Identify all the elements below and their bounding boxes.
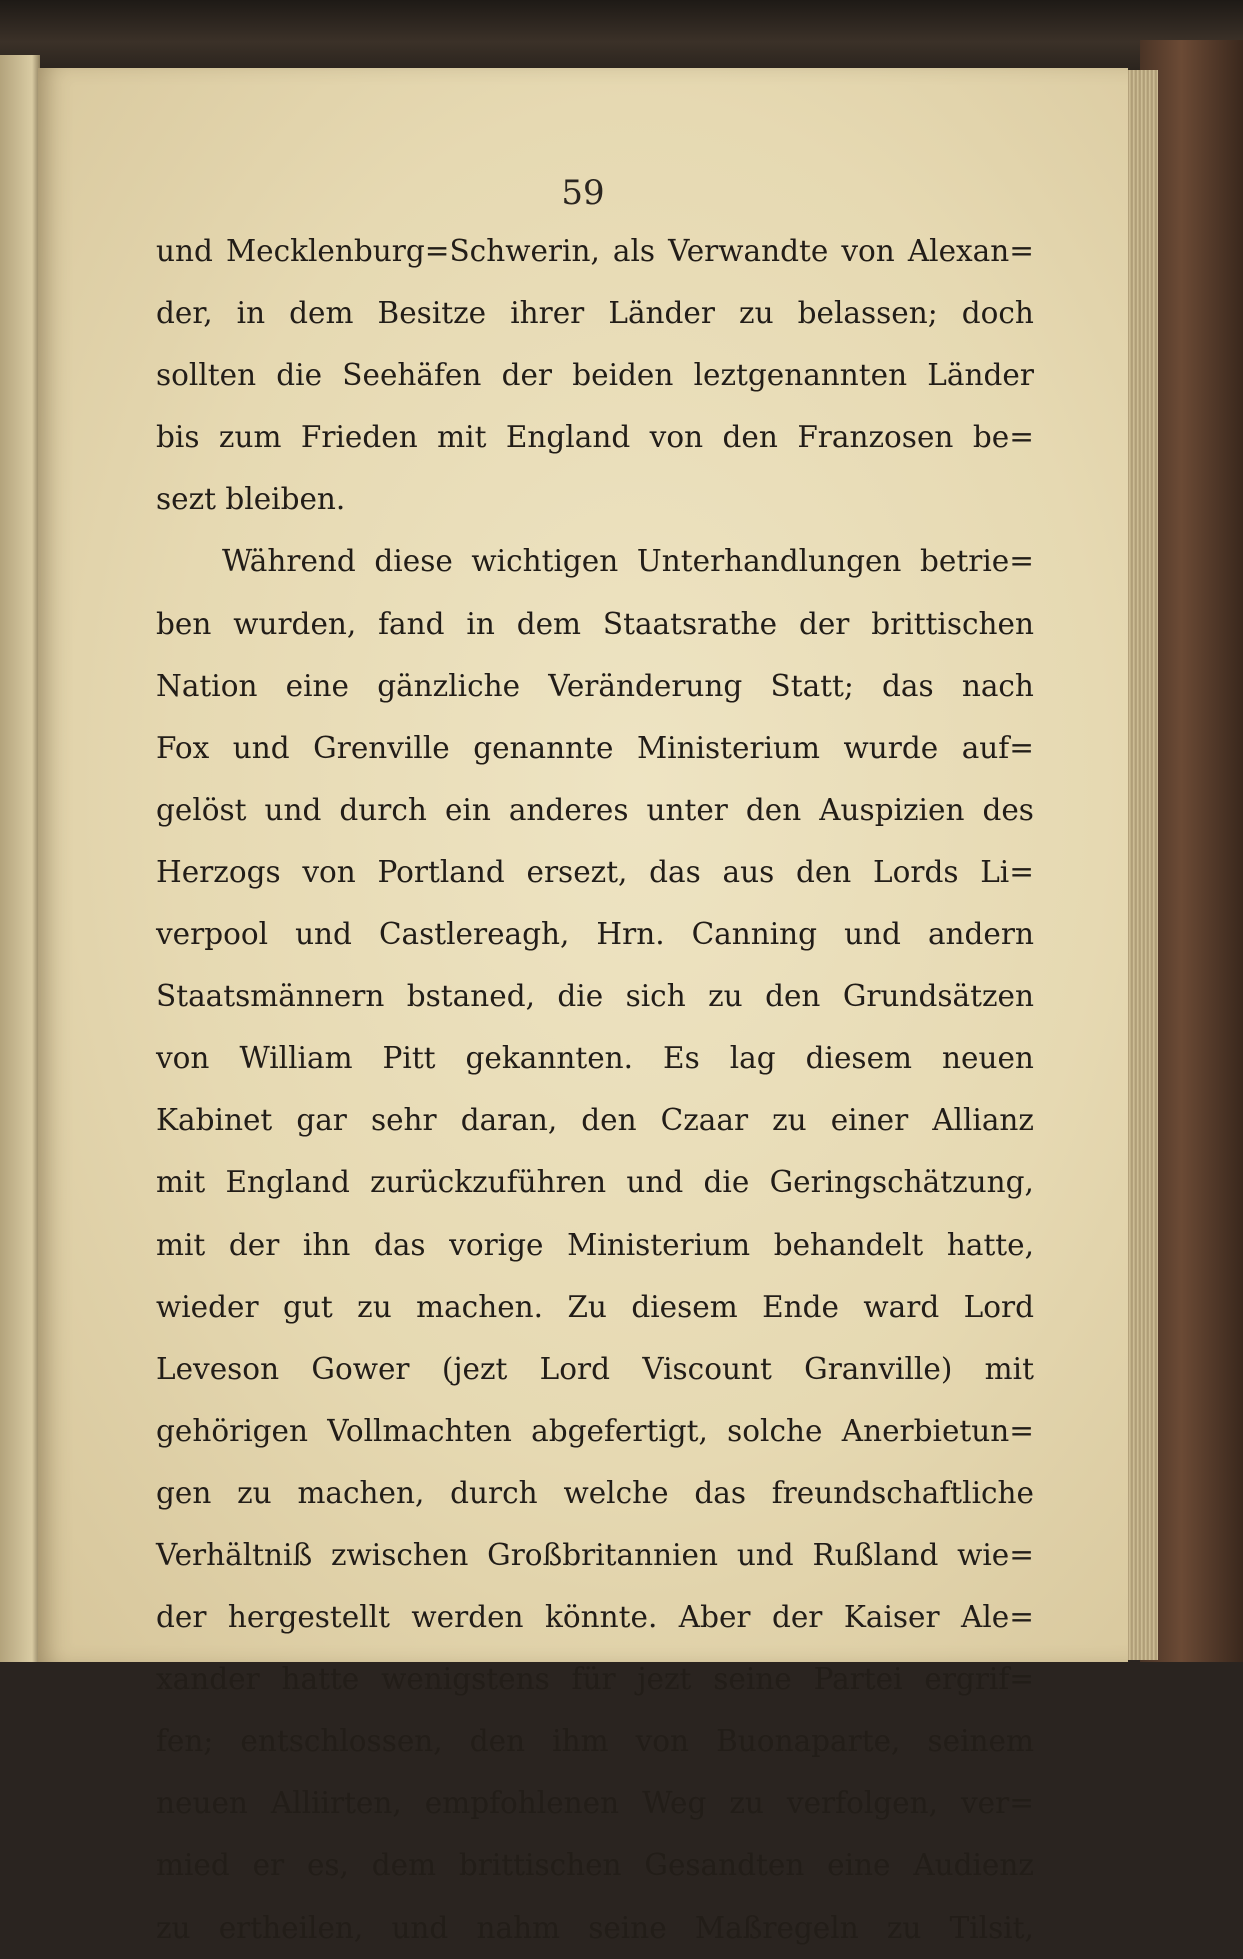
- word: und: [626, 1165, 684, 1200]
- word: zu: [772, 1103, 807, 1138]
- word: zu: [708, 979, 743, 1014]
- word: gen: [156, 1475, 212, 1510]
- word: Verwandte: [668, 234, 829, 268]
- word: fen;: [156, 1724, 214, 1759]
- word: der,: [156, 296, 213, 331]
- word: gekannten.: [465, 1041, 634, 1076]
- word: eine: [827, 1848, 891, 1883]
- word: belassen;: [797, 296, 938, 331]
- word: Alexan=: [907, 234, 1034, 268]
- word: ward: [863, 1289, 940, 1324]
- text-line: [156, 406, 1034, 468]
- word: Castlereagh,: [378, 917, 570, 952]
- text-line: [156, 655, 1034, 717]
- word: werden: [411, 1600, 524, 1635]
- word: und: [232, 730, 290, 765]
- word: gar: [296, 1103, 347, 1138]
- word: Kabinet: [156, 1103, 273, 1138]
- word: anderes: [508, 792, 629, 827]
- word: Leveson: [156, 1351, 280, 1386]
- word: machen,: [297, 1475, 425, 1510]
- word: behandelt: [773, 1227, 924, 1262]
- word: Während: [222, 544, 356, 579]
- word: Aber: [678, 1600, 751, 1635]
- word: ihrer: [510, 296, 585, 331]
- word: Pitt: [382, 1041, 436, 1076]
- word: von: [841, 234, 895, 268]
- word: mied: [156, 1848, 230, 1883]
- word: England: [225, 1165, 350, 1200]
- word: ben: [156, 606, 212, 641]
- text-line: [156, 282, 1034, 344]
- text-line: [156, 1214, 1034, 1276]
- word: der: [228, 1227, 280, 1262]
- word: und: [264, 792, 322, 827]
- word: der: [798, 606, 850, 641]
- text-line: [156, 593, 1034, 655]
- word: Lord: [963, 1289, 1034, 1324]
- word: Tilsit,: [949, 1910, 1034, 1945]
- word: wichtigen: [471, 544, 619, 579]
- word: (jezt: [441, 1351, 508, 1386]
- word: diesem: [805, 1041, 913, 1076]
- word: gehörigen: [156, 1413, 308, 1448]
- word: die: [703, 1165, 750, 1200]
- word: verpool: [156, 917, 269, 952]
- word: William: [239, 1041, 353, 1076]
- word: als: [612, 234, 656, 268]
- word: wurde: [843, 730, 939, 765]
- word: Granville): [804, 1351, 953, 1386]
- word: das: [694, 1475, 746, 1510]
- word: Ende: [762, 1289, 839, 1324]
- word: und: [295, 917, 352, 952]
- text-line: [156, 717, 1034, 779]
- word: seinem: [927, 1724, 1034, 1759]
- word: Czaar: [660, 1103, 749, 1138]
- word: wieder: [156, 1289, 259, 1324]
- word: Rußland: [812, 1537, 939, 1572]
- word: die: [557, 979, 604, 1014]
- word: zu: [729, 1786, 764, 1821]
- word: Besitze: [377, 296, 487, 331]
- word: entschlossen,: [240, 1724, 443, 1759]
- word: durch: [339, 792, 427, 827]
- word: Grundsätzen: [842, 979, 1034, 1014]
- word: zu: [357, 1289, 392, 1324]
- word: Viscount: [642, 1351, 772, 1386]
- text-line: [156, 530, 1034, 592]
- word: leztgenannten: [693, 358, 908, 393]
- word: das: [882, 668, 934, 703]
- word: Kaiser: [843, 1600, 940, 1635]
- word: Länder: [927, 358, 1034, 393]
- word: Weg: [642, 1786, 707, 1821]
- word: Seehäfen: [342, 358, 482, 393]
- word: Audienz: [913, 1848, 1034, 1883]
- word: Fox: [156, 730, 210, 765]
- word: den: [765, 979, 821, 1014]
- word: ein: [444, 792, 491, 827]
- word: das: [649, 854, 701, 889]
- word: daran,: [460, 1103, 558, 1138]
- word: wurden,: [233, 606, 357, 641]
- word: zu: [156, 1910, 191, 1945]
- word: diesem: [631, 1289, 738, 1324]
- text-line: [156, 344, 1034, 406]
- word: den: [469, 1724, 526, 1759]
- word: nach: [961, 668, 1034, 703]
- word: England: [505, 420, 631, 455]
- word: empfohlenen: [424, 1786, 620, 1821]
- word: abgefertigt,: [531, 1413, 708, 1448]
- word: den: [745, 792, 802, 827]
- word: Partei: [813, 1662, 903, 1697]
- word: für: [571, 1662, 616, 1697]
- word: bleiben.: [225, 482, 346, 517]
- word: zu: [739, 296, 774, 331]
- word: aus: [722, 854, 775, 889]
- word: bis: [156, 420, 200, 455]
- word: durch: [450, 1475, 538, 1510]
- word: Zu: [567, 1289, 607, 1324]
- word: zu: [886, 1910, 922, 1945]
- text-line: [156, 841, 1034, 903]
- word: Gower: [311, 1351, 410, 1386]
- word: verfolgen,: [786, 1786, 938, 1821]
- word: Anerbietun=: [841, 1413, 1034, 1448]
- word: Grenville: [313, 730, 450, 765]
- word: auf=: [961, 730, 1034, 765]
- word: freundschaftliche: [771, 1475, 1034, 1510]
- word: dem: [289, 296, 354, 331]
- text-line: [156, 1648, 1034, 1710]
- word: von: [635, 1724, 690, 1759]
- word: dem: [371, 1848, 437, 1883]
- word: den: [795, 854, 852, 889]
- word: gelöst: [156, 792, 247, 827]
- word: sollten: [156, 358, 257, 393]
- word: Maßregeln: [694, 1910, 859, 1945]
- word: neuen: [156, 1786, 248, 1821]
- word: brittischen: [458, 1848, 622, 1883]
- word: jezt: [637, 1662, 692, 1697]
- word: beiden: [572, 358, 674, 393]
- word: hergestellt: [227, 1600, 390, 1635]
- word: sich: [625, 979, 686, 1014]
- word: und: [736, 1537, 794, 1572]
- text-line: [156, 1586, 1034, 1648]
- word: hatte: [281, 1662, 360, 1697]
- text-line: [156, 468, 1034, 530]
- text-line: [156, 1710, 1034, 1772]
- text-line: [156, 1027, 1034, 1089]
- word: Auspizien: [819, 792, 965, 827]
- word: könnte.: [545, 1600, 658, 1635]
- word: bstaned,: [406, 979, 535, 1014]
- word: zurückzuführen: [370, 1165, 607, 1200]
- word: seine: [588, 1910, 667, 1945]
- word: zum: [218, 420, 282, 455]
- word: Verhältniß: [156, 1537, 313, 1572]
- word: Lords: [873, 854, 959, 889]
- word: Ministerium: [636, 730, 821, 765]
- word: von: [649, 420, 704, 455]
- word: das: [373, 1227, 426, 1262]
- word: Li=: [980, 854, 1034, 889]
- word: es,: [306, 1848, 349, 1883]
- word: Es: [663, 1041, 700, 1076]
- word: brittischen: [871, 606, 1034, 641]
- word: wenigstens: [381, 1662, 550, 1697]
- word: Länder: [608, 296, 715, 331]
- word: ersezt,: [526, 854, 628, 889]
- word: Franzosen: [797, 420, 954, 455]
- word: Nation: [156, 668, 258, 703]
- text-line: [156, 220, 1034, 282]
- word: den: [581, 1103, 637, 1138]
- word: den: [722, 420, 778, 455]
- word: be=: [972, 420, 1034, 455]
- word: der: [501, 358, 553, 393]
- word: einer: [830, 1103, 909, 1138]
- word: der: [156, 1600, 207, 1635]
- word: Ministerium: [567, 1227, 751, 1262]
- text-line: [156, 779, 1034, 841]
- word: hatte,: [946, 1227, 1034, 1262]
- text-line: [156, 1834, 1034, 1896]
- word: Geringschätzung,: [769, 1165, 1034, 1200]
- word: ihm: [552, 1724, 609, 1759]
- word: mit: [156, 1165, 206, 1200]
- word: genannte: [473, 730, 614, 765]
- word: der: [771, 1600, 823, 1635]
- word: mit: [156, 1227, 206, 1262]
- text-line: [156, 1151, 1034, 1213]
- word: Portland: [377, 854, 505, 889]
- word: mit: [984, 1351, 1034, 1386]
- page-number: 59: [561, 173, 605, 213]
- word: Vollmachten: [327, 1413, 512, 1448]
- word: Großbritannien: [487, 1537, 719, 1572]
- book-page: [38, 68, 1128, 1945]
- word: doch: [961, 296, 1034, 331]
- word: wie=: [957, 1537, 1034, 1572]
- word: neuen: [942, 1041, 1034, 1076]
- book-top-edge: [0, 0, 1243, 70]
- text-line: [156, 1400, 1034, 1462]
- word: Statt;: [770, 668, 854, 703]
- word: zwischen: [330, 1537, 469, 1572]
- word: Herzogs: [156, 854, 281, 889]
- word: Buonaparte,: [716, 1724, 901, 1759]
- text-line: [156, 965, 1034, 1027]
- word: die: [276, 358, 323, 393]
- word: zu: [237, 1475, 272, 1510]
- word: des: [982, 792, 1034, 827]
- facing-page-edge: [0, 55, 40, 1662]
- word: und: [391, 1910, 449, 1945]
- word: von: [302, 854, 356, 889]
- word: mit: [437, 420, 487, 455]
- word: in: [466, 606, 495, 641]
- word: ihn: [302, 1227, 351, 1262]
- text-line: [156, 1524, 1034, 1586]
- word: Gesandten: [644, 1848, 805, 1883]
- word: Lord: [539, 1351, 611, 1386]
- word: ver=: [960, 1786, 1034, 1821]
- text-line: [156, 1276, 1034, 1338]
- word: Alliirten,: [270, 1786, 402, 1821]
- word: Staatsrathe: [602, 606, 778, 641]
- word: lag: [729, 1041, 776, 1076]
- text-line: [156, 1338, 1034, 1400]
- word: vorige: [449, 1227, 544, 1262]
- word: in: [236, 296, 266, 331]
- word: ergrif=: [924, 1662, 1034, 1697]
- word: seine: [713, 1662, 792, 1697]
- word: Unterhandlungen: [636, 544, 902, 579]
- word: eine: [285, 668, 349, 703]
- page-text: [156, 220, 1034, 1959]
- word: machen.: [416, 1289, 544, 1324]
- word: Veränderung: [548, 668, 743, 703]
- word: fand: [378, 606, 445, 641]
- word: diese: [374, 544, 453, 579]
- word: Allianz: [932, 1103, 1034, 1138]
- word: xander: [156, 1662, 260, 1697]
- text-line: [156, 1772, 1034, 1834]
- word: von: [156, 1041, 210, 1076]
- word: und: [844, 917, 901, 952]
- word: Mecklenburg=Schwerin,: [225, 234, 600, 268]
- text-line: [156, 1089, 1034, 1151]
- word: dem: [516, 606, 582, 641]
- word: Staatsmännern: [156, 979, 385, 1014]
- word: welche: [563, 1475, 669, 1510]
- word: Ale=: [961, 1600, 1034, 1635]
- word: andern: [927, 917, 1034, 952]
- word: solche: [727, 1413, 823, 1448]
- word: Frieden: [300, 420, 418, 455]
- word: sezt: [156, 482, 226, 517]
- word: betrie=: [920, 544, 1034, 579]
- text-line: [156, 1897, 1034, 1959]
- word: sehr: [370, 1103, 437, 1138]
- word: gut: [283, 1289, 333, 1324]
- word: ertheilen,: [218, 1910, 364, 1945]
- word: gänzliche: [377, 668, 521, 703]
- word: Hrn.: [596, 917, 665, 952]
- word: und: [156, 234, 213, 268]
- word: nahm: [476, 1910, 561, 1945]
- word: Canning: [691, 917, 818, 952]
- word: er: [252, 1848, 285, 1883]
- text-line: [156, 903, 1034, 965]
- text-line: [156, 1462, 1034, 1524]
- word: unter: [646, 792, 728, 827]
